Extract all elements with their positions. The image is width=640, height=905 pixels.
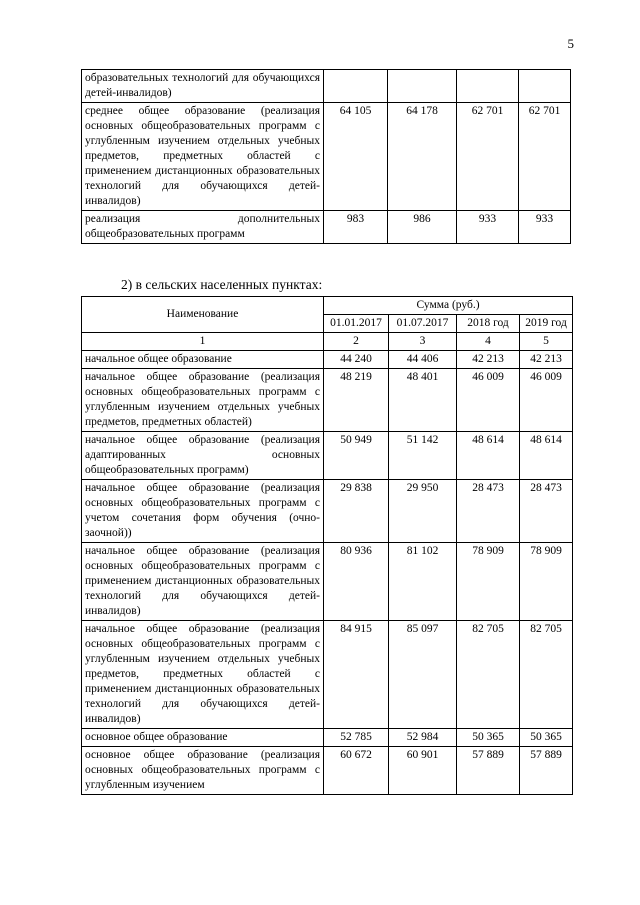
row-name: реализация дополнительных общеобразовательных программ [82,211,324,244]
row-name: начальное общее образование (реализация основных общеобразовательных программ с углубленным изучением отдельных учебных предметов, предметных областей) [82,369,324,432]
table-row [82,351,573,369]
page-number: 5 [567,36,574,51]
amount-cell: 48 401 [389,369,457,432]
amount-cell: 48 219 [324,369,389,432]
table-row [82,211,571,244]
amount-cell: 78 909 [520,543,573,621]
header-period: 01.01.2017 [324,315,389,333]
header-period: 2019 год [520,315,573,333]
column-number: 4 [457,333,520,351]
amount-cell: 64 178 [388,103,457,211]
amount-cell: 64 105 [324,103,388,211]
header-period: 01.07.2017 [389,315,457,333]
column-number: 1 [82,333,324,351]
row-name: основное общее образование [82,729,324,747]
row-name: образовательных технологий для обучающихся детей-инвалидов) [82,70,324,103]
table-row [82,103,571,211]
column-number: 2 [324,333,389,351]
amount-cell: 82 705 [520,621,573,729]
table-row [82,432,573,480]
row-name: основное общее образование (реализация основных общеобразовательных программ с углубленным изучением [82,747,324,795]
table-row [82,369,573,432]
amount-cell: 52 785 [324,729,389,747]
amount-cell: 46 009 [457,369,520,432]
amount-cell: 46 009 [520,369,573,432]
amount-cell: 60 901 [389,747,457,795]
amount-cell: 51 142 [389,432,457,480]
row-name: среднее общее образование (реализация основных общеобразовательных программ с углубленным изучением отдельных учебных предметов, предметных областей с применением дистанционных образовательных технологий для обучающихся детей-инвалидов) [82,103,324,211]
column-number: 3 [389,333,457,351]
table-row [82,621,573,729]
table-row [82,729,573,747]
header-period: 2018 год [457,315,520,333]
amount-cell: 62 701 [519,103,571,211]
amount-cell: 983 [324,211,388,244]
amount-cell: 57 889 [520,747,573,795]
amount-cell: 28 473 [520,480,573,543]
table-row [82,747,573,795]
row-name: начальное общее образование (реализация основных общеобразовательных программ с углубленным изучением отдельных учебных предметов, предметных областей с применением дистанционных образовательных технологий для обучающихся детей-инвалидов) [82,621,324,729]
section-heading: 2) в сельских населенных пунктах: [121,277,323,292]
amount-cell: 44 240 [324,351,389,369]
header-row [82,297,573,315]
amount-cell: 933 [457,211,519,244]
amount-cell: 78 909 [457,543,520,621]
amount-cell: 42 213 [520,351,573,369]
amount-cell [388,70,457,103]
table-row [82,480,573,543]
amount-cell: 80 936 [324,543,389,621]
column-number-row [82,333,573,351]
amount-cell: 57 889 [457,747,520,795]
amount-cell: 29 838 [324,480,389,543]
row-name: начальное общее образование (реализация основных общеобразовательных программ с применением дистанционных образовательных технологий для обучающихся детей-инвалидов) [82,543,324,621]
amount-cell: 986 [388,211,457,244]
amount-cell: 60 672 [324,747,389,795]
amount-cell: 50 949 [324,432,389,480]
amount-cell: 81 102 [389,543,457,621]
amount-cell: 44 406 [389,351,457,369]
amount-cell: 48 614 [520,432,573,480]
amount-cell: 42 213 [457,351,520,369]
amount-cell: 85 097 [389,621,457,729]
amount-cell: 82 705 [457,621,520,729]
amount-cell: 48 614 [457,432,520,480]
amount-cell: 29 950 [389,480,457,543]
amount-cell: 84 915 [324,621,389,729]
table-row [82,543,573,621]
header-sum-group: Сумма (руб.) [324,297,573,315]
amount-cell: 52 984 [389,729,457,747]
row-name: начальное общее образование (реализация основных общеобразовательных программ с учетом сочетания форм обучения (очно-заочной)) [82,480,324,543]
table-continuation [81,69,571,244]
amount-cell: 50 365 [520,729,573,747]
amount-cell [457,70,519,103]
table-rural [81,296,573,795]
amount-cell: 62 701 [457,103,519,211]
header-name-col: Наименование [82,297,324,333]
amount-cell [519,70,571,103]
amount-cell: 933 [519,211,571,244]
amount-cell: 50 365 [457,729,520,747]
column-number: 5 [520,333,573,351]
amount-cell [324,70,388,103]
row-name: начальное общее образование (реализация адаптированных основных общеобразовательных программ) [82,432,324,480]
amount-cell: 28 473 [457,480,520,543]
row-name: начальное общее образование [82,351,324,369]
table-row [82,70,571,103]
